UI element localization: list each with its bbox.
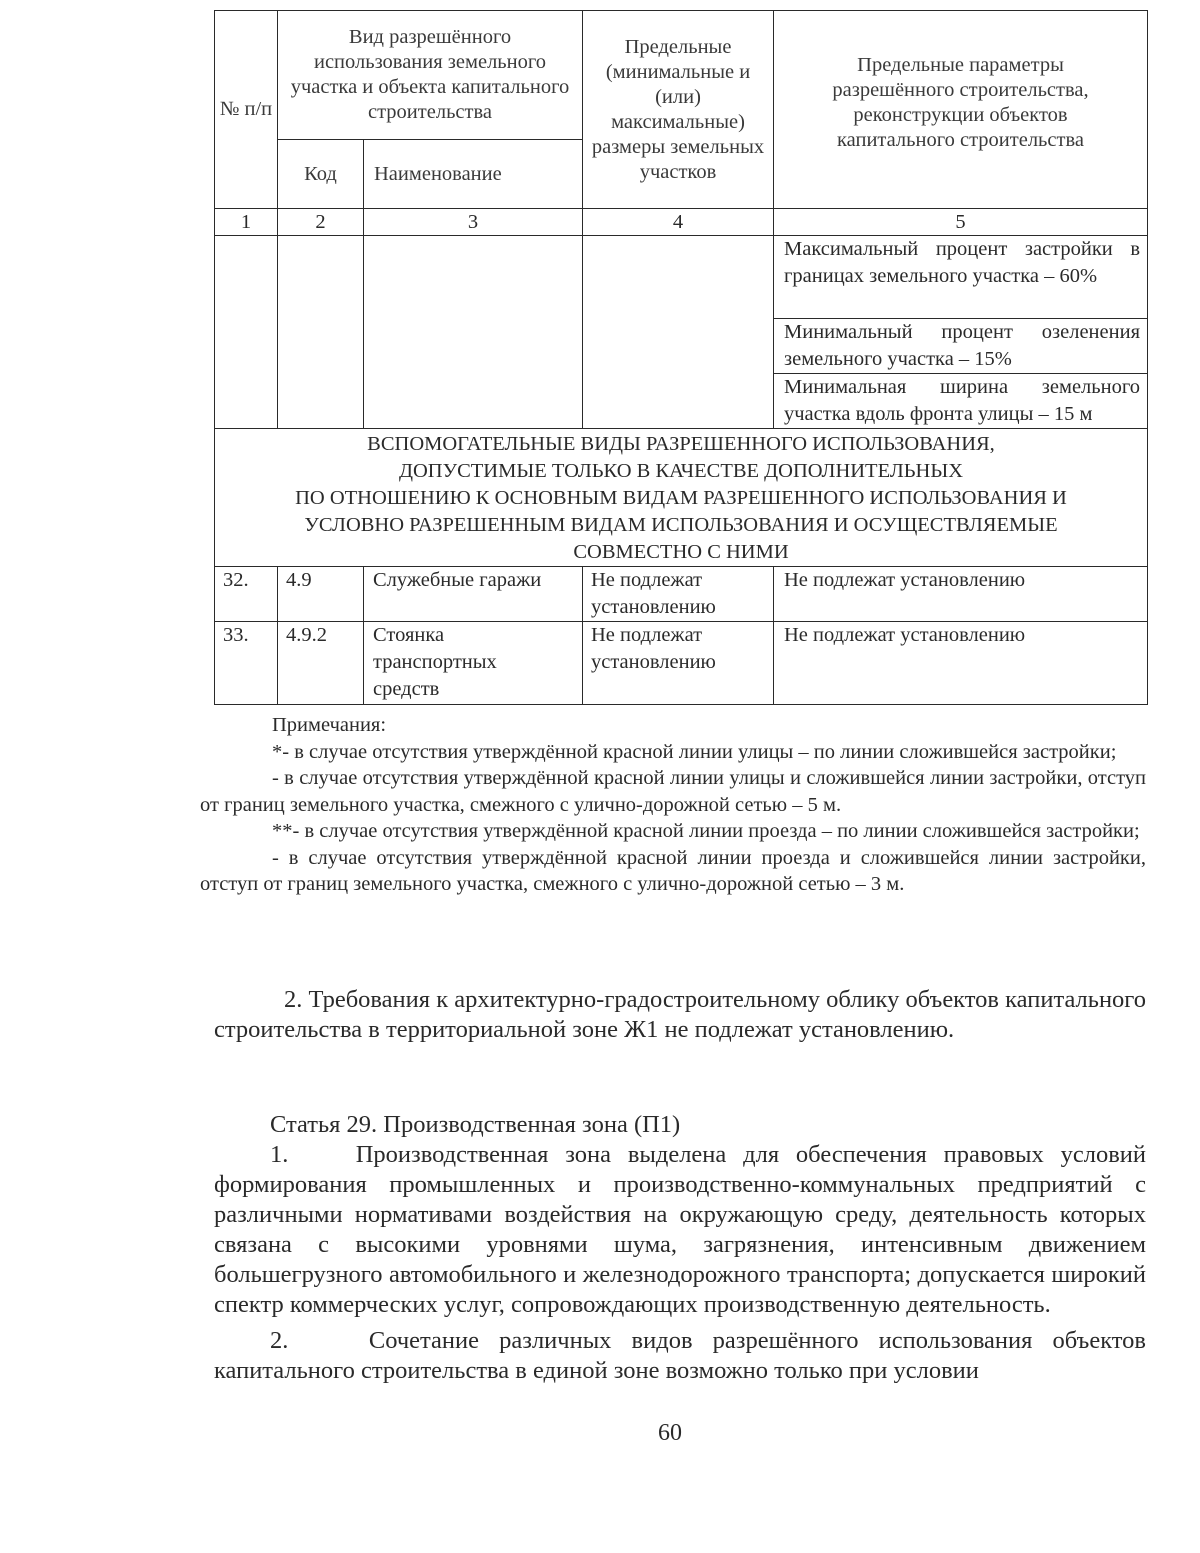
- table-row: [215, 567, 1148, 622]
- row-code: 4.9.2: [278, 622, 364, 705]
- col-num-2: 2: [278, 209, 364, 236]
- table-row: [215, 622, 1148, 705]
- section-heading-line: ДОПУСТИМЫЕ ТОЛЬКО В КАЧЕСТВЕ ДОПОЛНИТЕЛЬНЫХ: [398, 460, 963, 482]
- notes-title: Примечания:: [272, 714, 387, 736]
- section-heading-line: ПО ОТНОШЕНИЮ К ОСНОВНЫМ ВИДАМ РАЗРЕШЕННОГО ИСПОЛЬЗОВАНИЯ И: [295, 487, 1067, 509]
- empty-cell: [364, 236, 583, 429]
- section-heading-line: ВСПОМОГАТЕЛЬНЫЕ ВИДЫ РАЗРЕШЕННОГО ИСПОЛЬЗОВАНИЯ,: [367, 433, 995, 455]
- section-heading-line: УСЛОВНО РАЗРЕШЕННЫМ ВИДАМ ИСПОЛЬЗОВАНИЯ И ОСУЩЕСТВЛЯЕМЫЕ: [304, 514, 1058, 536]
- row-params: Не подлежат установлению: [774, 567, 1148, 622]
- section-heading-row: [215, 429, 1148, 567]
- page-number: 60: [658, 1420, 682, 1446]
- param-min-greening: Минимальный процент озеленения земельного участка – 15%: [784, 321, 1140, 370]
- col-num-5: 5: [774, 209, 1148, 236]
- article-item-1: 1. Производственная зона выделена для обеспечения правовых условий формирования промышленных и производственно-коммунальных предприятий с различными нормативами воздействия на окружающую среду, деятельность которых связана с высокими уровнями шума, загрязнения, интенсивным движением большегрузного автомобильного и железнодорожного транспорта; допускается широкий спектр коммерческих услуг, сопровождающих производственную деятельность.: [214, 1141, 1153, 1318]
- section-heading-line: СОВМЕСТНО С НИМИ: [573, 541, 789, 563]
- note-item: - в случае отсутствия утверждённой красной линии улицы и сложившейся линии застройки, отступ от границ земельного участка, смежного с улично-дорожной сетью – 5 м.: [200, 767, 1146, 816]
- param-min-width: Минимальная ширина земельного участка вдоль фронта улицы – 15 м: [784, 376, 1140, 425]
- paragraph-2: [214, 985, 1146, 1045]
- row-num: 32.: [215, 567, 278, 622]
- row-name: [364, 622, 583, 705]
- note-item: *- в случае отсутствия утверждённой красной линии улицы – по линии сложившейся застройки;: [272, 740, 1117, 763]
- row-sizes: Не подлежат установлению: [583, 567, 774, 622]
- column-number-row: [215, 209, 1148, 236]
- empty-cell: [215, 236, 278, 429]
- col-num-3: 3: [364, 209, 583, 236]
- table-header-row-1: [215, 11, 1148, 140]
- row-code: 4.9: [278, 567, 364, 622]
- article-title: Статья 29. Производственная зона (П1): [270, 1111, 681, 1138]
- header-params: Предельные параметры разрешённого строительства, реконструкции объектов капитального строительства: [774, 11, 1148, 209]
- article-29: [214, 1110, 1153, 1386]
- col-num-1: 1: [215, 209, 278, 236]
- paragraph-2-text: 2. Требования к архитектурно-градостроительному облику объектов капитального строительства в территориальной зоне Ж1 не подлежат установлению.: [214, 986, 1146, 1043]
- header-num: № п/п: [215, 11, 278, 209]
- header-sizes: Предельные (минимальные и (или) максимальные) размеры земельных участков: [583, 11, 774, 209]
- header-name: Наименование: [364, 140, 583, 209]
- section-heading: [215, 429, 1148, 567]
- row-params: Не подлежат установлению: [774, 622, 1148, 705]
- param-max-building: Максимальный процент застройки в границах земельного участка – 60%: [784, 238, 1140, 287]
- article-item-2: 2. Сочетание различных видов разрешённого использования объектов капитального строительства в единой зоне возможно только при условии: [214, 1327, 1153, 1384]
- col-num-4: 4: [583, 209, 774, 236]
- row-sizes: Не подлежат установлению: [583, 622, 774, 705]
- row-name-text: Стоянка транспортных средств: [373, 624, 497, 700]
- empty-cell: [278, 236, 364, 429]
- note-item: **- в случае отсутствия утверждённой красной линии проезда – по линии сложившейся застройки;: [272, 820, 1140, 842]
- header-type-group: Вид разрешённого использования земельного участка и объекта капитального строительства: [278, 11, 583, 140]
- continuation-row-1: [215, 236, 1148, 319]
- notes: [200, 712, 1146, 898]
- row-num: 33.: [215, 622, 278, 705]
- empty-cell: [583, 236, 774, 429]
- note-item: - в случае отсутствия утверждённой красной линии проезда и сложившейся линии застройки, отступ от границ земельного участка, смежного с улично-дорожной сетью – 3 м.: [200, 846, 1146, 895]
- land-use-table: [214, 10, 1148, 705]
- row-name: Служебные гаражи: [364, 567, 583, 622]
- header-code: Код: [278, 140, 364, 209]
